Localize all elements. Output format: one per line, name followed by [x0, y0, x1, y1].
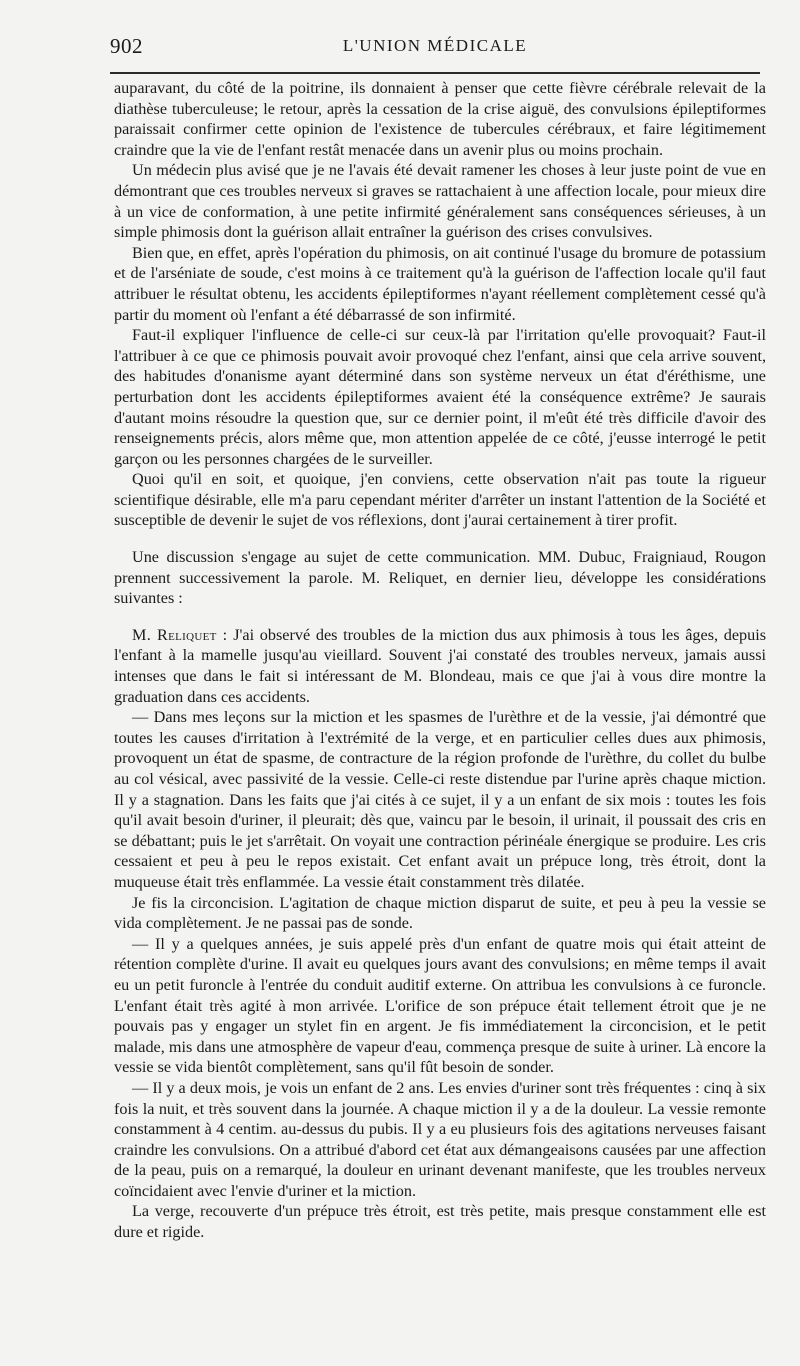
discussion-paragraph: Une discussion s'engage au sujet de cette communication. MM. Dubuc, Fraigniaud, Rougon prennent successivement la parole. M. Reliquet, en dernier lieu, développe les considérations suivantes : [114, 548, 766, 608]
section-gap [114, 531, 766, 547]
running-title: L'UNION MÉDICALE [342, 36, 528, 55]
paragraph: Un médecin plus avisé que je ne l'avais été devait ramener les choses à leur juste point de vue en démontrant que ces troubles nerveux si graves se rattachaient à une affection locale, pour mieux dire à un vice de conformation, à une petite infirmité généralement sans conséquences sérieuses, à un simple phimosis dont la guérison allait entraîner la guérison des crises convulsives. [114, 161, 766, 242]
header-rule [110, 72, 760, 74]
paragraph: La verge, recouverte d'un prépuce très étroit, est très petite, mais presque constamment elle est dure et rigide. [114, 1202, 766, 1242]
paragraph: — Il y a deux mois, je vois un enfant de 2 ans. Les envies d'uriner sont très fréquentes : cinq à six fois la nuit, et très souvent dans la journée. A chaque miction il y a de la douleur. La vessie remonte constamment à 4 centim. au-dessus du pubis. Il y a eu plusieurs fois des agitations nerveuses faisant craindre les convulsions. On a attribué d'abord cet état aux démangeaisons causées par une affection de la peau, puis on a remarqué, la douleur en urinant devenant manifeste, que les troubles nerveux coïncidaient avec l'envie d'uriner et la miction. [114, 1078, 766, 1200]
page-number: 902 [110, 34, 143, 58]
paragraph: Je fis la circoncision. L'agitation de chaque miction disparut de suite, et peu à peu la vessie se vida complètement. Je ne passai pas de sonde. [114, 893, 766, 933]
paragraph: auparavant, du côté de la poitrine, ils donnaient à penser que cette fièvre cérébrale relevait de la diathèse tuberculeuse; le retour, après la cessation de la crise aiguë, des convulsions épileptiformes paraissait confirmer cette opinion de l'existence de tubercules cérébraux, et faire légitimement craindre que la vie de l'enfant restât menacée dans un avenir plus ou moins prochain. [114, 79, 766, 159]
speaker-label: M. Reliquet : [132, 625, 228, 644]
paragraph: — Dans mes leçons sur la miction et les spasmes de l'urèthre et de la vessie, j'ai démontré que toutes les causes d'irritation à l'extrémité de la verge, et en particulier celles dues aux phimosis, provoquent un état de spasme, de contracture de la région profonde de l'urèthre, du collet du bulbe au col vésical, avec passivité de la vessie. Celle-ci reste distendue par l'urine après chaque miction. Il y a stagnation. Dans les faits que j'ai cités à ce sujet, il y a un enfant de six mois : toutes les fois qu'il avait besoin d'uriner, il pleurait; dès que, vaincu par le besoin, il urinait, il poussait des cris en se débattant; puis le jet s'arrêtait. On voyait une contraction périnéale énergique se produire. Les cris cessaient et peu à peu le repos existait. Cet enfant avait un prépuce long, très étroit, dont la muqueuse était très enflammée. La vessie était constamment très dilatée. [114, 708, 766, 891]
paragraph: Bien que, en effet, après l'opération du phimosis, on ait continué l'usage du bromure de potassium et de l'arséniate de soude, c'est moins à ce traitement qu'à la guérison de l'affection locale qu'il faut attribuer le résultat obtenu, les accidents épileptiformes n'ayant réellement complètement cessé qu'à partir du moment où l'enfant a été débarrassé de son infirmité. [114, 243, 766, 324]
speaker-paragraph [114, 625, 766, 707]
article-body [114, 78, 766, 1243]
paragraph: Faut-il expliquer l'influence de celle-ci sur ceux-là par l'irritation qu'elle provoquait? Faut-il l'attribuer à ce que ce phimosis pouvait avoir provoqué chez l'enfant, ainsi que cela arrive souvent, des habitudes d'onanisme ayant déterminé dans son système nerveux un état d'éréthisme, une perturbation dont les accidents épileptiformes avaient été la conséquence extrême? Je saurais d'autant moins résoudre la question que, sur ce dernier point, il m'eût été très difficile d'avoir des renseignements précis, alors même que, mon attention appelée de ce côté, j'eusse interrogé le petit garçon ou les personnes chargées de le surveiller. [114, 326, 766, 468]
paragraph: — Il y a quelques années, je suis appelé près d'un enfant de quatre mois qui était atteint de rétention complète d'urine. Il avait eu quelques jours avant des convulsions; en même temps il avait eu un petit furoncle à l'entrée du conduit auditif externe. On attribua les convulsions à ce furoncle. L'enfant était très agité à mon arrivée. L'orifice de son prépuce était tellement étroit que je ne pouvais pas y engager un stylet fin en argent. Je fis immédiatement la circoncision, et le petit malade, mis dans une atmosphère de vapeur d'eau, commença presque de suite à uriner. Là encore la vessie se vida bientôt complètement, sans qu'il fût besoin de sonder. [114, 934, 766, 1077]
speaker-text: J'ai observé des troubles de la miction dus aux phimosis à tous les âges, depuis l'enfant à la mamelle jusqu'au vieillard. Souvent j'ai constaté des troubles nerveux, jamais aussi intenses que dans le fait si intéressant de M. Blondeau, mais ce que j'ai à vous dire montre la graduation dans ces accidents. [114, 625, 767, 706]
page-header [110, 34, 760, 64]
section-gap [114, 609, 766, 625]
paragraph: Quoi qu'il en soit, et quoique, j'en conviens, cette observation n'ait pas toute la rigueur scientifique désirable, elle m'a paru cependant mériter d'arrêter un instant l'attention de la Société et susceptible de devenir le sujet de vos réflexions, dont j'aurai certainement à tirer profit. [114, 470, 766, 530]
